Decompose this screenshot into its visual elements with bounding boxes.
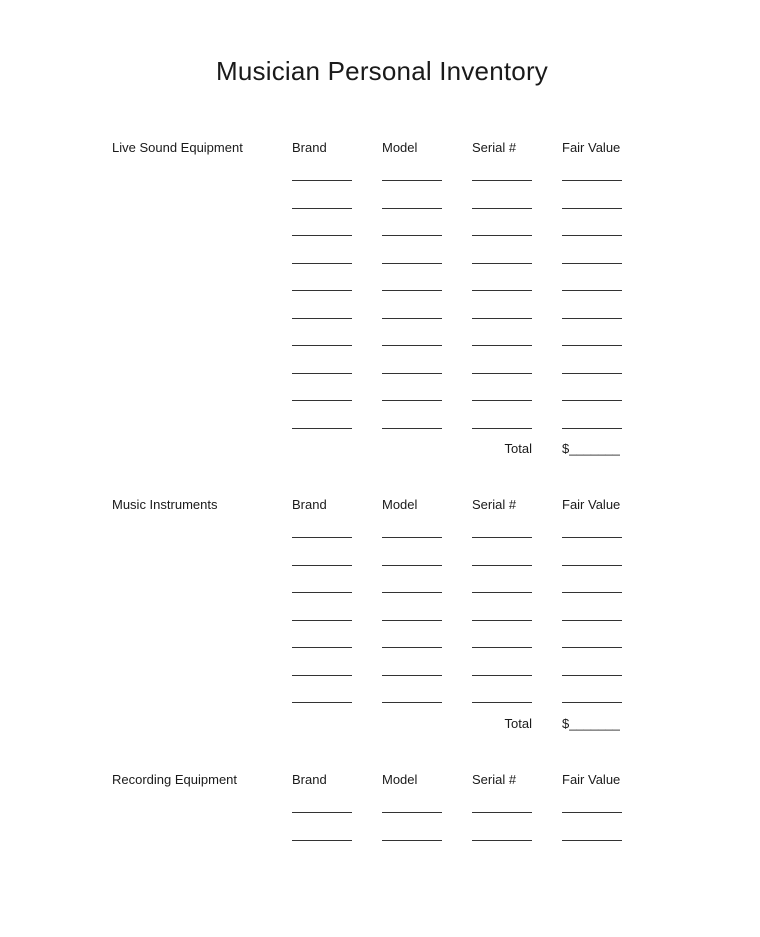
total-value-blank: $_______ — [562, 441, 620, 456]
serial-entry-line — [472, 345, 532, 346]
column-header-fair-value: Fair Value — [562, 772, 621, 787]
brand-entry-line — [292, 345, 352, 346]
column-header-brand: Brand — [292, 772, 327, 787]
brand-entry-line — [292, 180, 352, 181]
model-entry-line — [382, 235, 442, 236]
value-entry-line — [562, 620, 622, 621]
brand-entry-line — [292, 208, 352, 209]
value-entry-line — [562, 565, 622, 566]
column-header-brand: Brand — [292, 140, 327, 155]
serial-entry-line — [472, 318, 532, 319]
model-entry-line — [382, 565, 442, 566]
brand-entry-line — [292, 428, 352, 429]
column-header-serial: Serial # — [472, 140, 517, 155]
brand-entry-line — [292, 290, 352, 291]
model-entry-line — [382, 318, 442, 319]
section-label: Live Sound Equipment — [112, 140, 243, 155]
brand-entry-line — [292, 620, 352, 621]
model-entry-line — [382, 840, 442, 841]
serial-entry-line — [472, 565, 532, 566]
serial-entry-line — [472, 592, 532, 593]
brand-entry-line — [292, 675, 352, 676]
value-entry-line — [562, 345, 622, 346]
model-entry-line — [382, 345, 442, 346]
model-entry-line — [382, 592, 442, 593]
section-label: Recording Equipment — [112, 772, 238, 787]
value-entry-line — [562, 702, 622, 703]
total-value-blank: $_______ — [562, 716, 620, 731]
model-entry-line — [382, 290, 442, 291]
model-entry-line — [382, 180, 442, 181]
serial-entry-line — [472, 373, 532, 374]
model-entry-line — [382, 675, 442, 676]
serial-entry-line — [472, 263, 532, 264]
brand-entry-line — [292, 373, 352, 374]
total-label: Total — [504, 716, 532, 731]
serial-entry-line — [472, 620, 532, 621]
value-entry-line — [562, 373, 622, 374]
value-entry-line — [562, 840, 622, 841]
serial-entry-line — [472, 235, 532, 236]
column-header-serial: Serial # — [472, 772, 517, 787]
serial-entry-line — [472, 180, 532, 181]
page-title: Musician Personal Inventory — [216, 56, 548, 86]
value-entry-line — [562, 400, 622, 401]
model-entry-line — [382, 400, 442, 401]
column-header-fair-value: Fair Value — [562, 140, 621, 155]
brand-entry-line — [292, 812, 352, 813]
serial-entry-line — [472, 537, 532, 538]
brand-entry-line — [292, 565, 352, 566]
brand-entry-line — [292, 592, 352, 593]
serial-entry-line — [472, 702, 532, 703]
column-header-model: Model — [382, 497, 418, 512]
serial-entry-line — [472, 400, 532, 401]
model-entry-line — [382, 702, 442, 703]
brand-entry-line — [292, 702, 352, 703]
value-entry-line — [562, 208, 622, 209]
serial-entry-line — [472, 840, 532, 841]
model-entry-line — [382, 647, 442, 648]
column-header-brand: Brand — [292, 497, 327, 512]
model-entry-line — [382, 812, 442, 813]
value-entry-line — [562, 318, 622, 319]
column-header-serial: Serial # — [472, 497, 517, 512]
column-header-model: Model — [382, 140, 418, 155]
value-entry-line — [562, 428, 622, 429]
value-entry-line — [562, 180, 622, 181]
brand-entry-line — [292, 400, 352, 401]
brand-entry-line — [292, 235, 352, 236]
value-entry-line — [562, 592, 622, 593]
section-label: Music Instruments — [112, 497, 218, 512]
brand-entry-line — [292, 537, 352, 538]
model-entry-line — [382, 208, 442, 209]
value-entry-line — [562, 235, 622, 236]
value-entry-line — [562, 263, 622, 264]
value-entry-line — [562, 290, 622, 291]
column-header-fair-value: Fair Value — [562, 497, 621, 512]
model-entry-line — [382, 263, 442, 264]
model-entry-line — [382, 428, 442, 429]
brand-entry-line — [292, 318, 352, 319]
column-header-model: Model — [382, 772, 418, 787]
value-entry-line — [562, 812, 622, 813]
value-entry-line — [562, 537, 622, 538]
serial-entry-line — [472, 812, 532, 813]
model-entry-line — [382, 620, 442, 621]
brand-entry-line — [292, 647, 352, 648]
model-entry-line — [382, 537, 442, 538]
serial-entry-line — [472, 647, 532, 648]
total-label: Total — [504, 441, 532, 456]
model-entry-line — [382, 373, 442, 374]
serial-entry-line — [472, 290, 532, 291]
value-entry-line — [562, 675, 622, 676]
serial-entry-line — [472, 428, 532, 429]
serial-entry-line — [472, 675, 532, 676]
brand-entry-line — [292, 263, 352, 264]
brand-entry-line — [292, 840, 352, 841]
value-entry-line — [562, 647, 622, 648]
serial-entry-line — [472, 208, 532, 209]
